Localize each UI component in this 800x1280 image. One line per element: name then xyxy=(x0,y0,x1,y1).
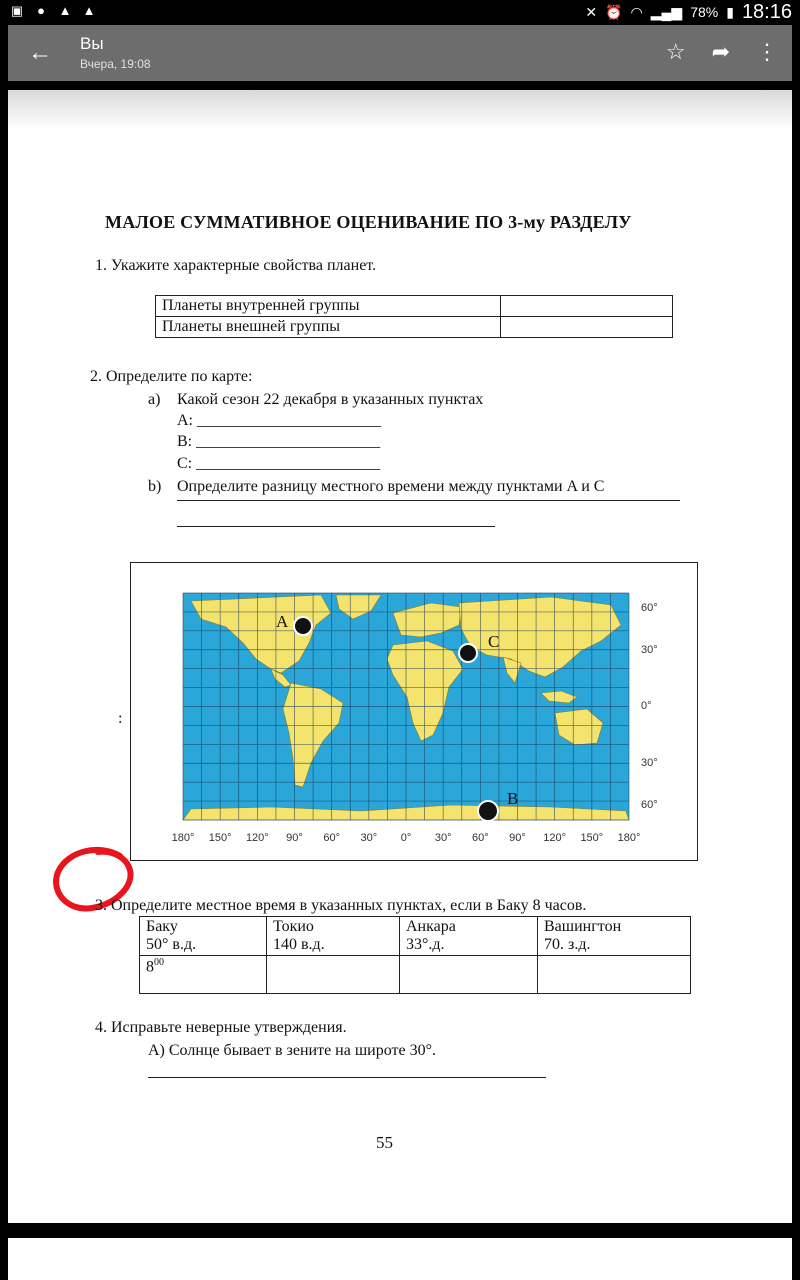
city-name: Вашингтон xyxy=(544,918,622,935)
star-icon[interactable]: ☆ xyxy=(665,39,686,64)
table-cell xyxy=(267,956,400,994)
lon-label: 0° xyxy=(400,832,412,844)
lon-label: 90° xyxy=(286,832,303,844)
table-cell: Планеты внешней группы xyxy=(156,317,501,338)
share-icon[interactable]: ➦ xyxy=(711,39,730,64)
status-bar xyxy=(0,0,800,24)
back-arrow-icon[interactable]: ← xyxy=(28,39,52,66)
notification-icon: ● xyxy=(37,3,45,18)
question-2a-label: a) xyxy=(148,391,161,408)
time-table xyxy=(139,916,691,994)
point-b-marker xyxy=(478,801,498,821)
next-document-page xyxy=(8,1238,792,1280)
page-number: 55 xyxy=(376,1133,393,1152)
answer-line-c: C: _______________________ xyxy=(177,455,381,472)
page-title: МАЛОЕ СУММАТИВНОЕ ОЦЕНИВАНИЕ ПО 3-му РАЗДЕЛУ xyxy=(105,212,632,232)
table-cell xyxy=(267,917,400,956)
lat-label: 60° xyxy=(641,602,658,614)
lon-label: 30° xyxy=(360,832,378,844)
lon-label: 60° xyxy=(472,832,489,844)
point-b-label: B xyxy=(507,789,519,808)
world-map xyxy=(131,563,697,860)
point-a-label: A xyxy=(276,612,289,631)
answer-line xyxy=(177,500,680,501)
lat-label: 60° xyxy=(641,799,658,811)
question-4a: А) Солнце бывает в зените на широте 30°. xyxy=(148,1042,437,1059)
more-icon[interactable]: ⋮ xyxy=(756,39,778,64)
table-cell xyxy=(538,917,691,956)
lat-label: 0° xyxy=(641,700,652,712)
latitude-labels xyxy=(641,602,658,811)
question-2b: Определите разницу местного времени между пунктами A и C xyxy=(177,478,605,495)
city-name: Анкара xyxy=(406,918,456,935)
local-time-minutes: 00 xyxy=(154,957,164,968)
lon-label: 30° xyxy=(434,832,452,844)
table-cell xyxy=(140,917,267,956)
lon-label: 150° xyxy=(208,832,232,844)
table-row xyxy=(156,317,673,338)
alarm-icon: ⏰ xyxy=(605,3,623,20)
answer-line-b: B: _______________________ xyxy=(177,433,381,450)
question-3: 3. Определите местное время в указанных пунктах, если в Баку 8 часов. xyxy=(95,897,587,914)
local-time: 8 xyxy=(146,958,154,976)
table-cell xyxy=(400,917,538,956)
table-row xyxy=(156,296,673,317)
lat-label: 30° xyxy=(641,757,658,769)
table-cell xyxy=(140,956,267,994)
city-longitude: 140 в.д. xyxy=(273,936,325,953)
notification-icon: ▣ xyxy=(10,3,24,18)
warning-icon: ▲ xyxy=(58,3,72,18)
lat-label: 30° xyxy=(641,644,658,656)
lon-label: 60° xyxy=(323,832,340,844)
app-toolbar xyxy=(8,25,792,81)
question-2: 2. Определите по карте: xyxy=(90,368,253,385)
question-2a: Какой сезон 22 декабря в указанных пунктах xyxy=(177,391,484,408)
city-longitude: 50° в.д. xyxy=(146,936,197,953)
clock: 18:16 xyxy=(741,0,792,23)
question-2b-label: b) xyxy=(148,478,162,495)
point-c-label: C xyxy=(488,632,500,651)
table-row xyxy=(140,956,691,994)
sent-time: Вчера, 19:08 xyxy=(80,57,151,71)
city-name: Токио xyxy=(273,918,314,935)
battery-icon: ▮ xyxy=(726,3,734,20)
lon-label: 180° xyxy=(617,832,641,844)
point-c-marker xyxy=(459,644,477,662)
lon-label: 150° xyxy=(580,832,604,844)
signal-icon: ▂▄▆ xyxy=(650,3,683,20)
point-a-marker xyxy=(294,617,312,635)
wifi-icon: ◠ xyxy=(630,3,643,20)
answer-line xyxy=(148,1077,546,1078)
lon-label: 120° xyxy=(543,832,567,844)
lon-label: 120° xyxy=(245,832,269,844)
answer-line xyxy=(177,526,495,527)
table-cell: Планеты внутренней группы xyxy=(156,296,501,317)
table-cell xyxy=(538,956,691,994)
answer-line-a: A: _______________________ xyxy=(177,412,381,429)
mute-icon: ✕ xyxy=(585,3,598,20)
sender-name: Вы xyxy=(80,34,104,53)
question-4: 4. Исправьте неверные утверждения. xyxy=(95,1019,347,1036)
warning-icon: ▲ xyxy=(82,3,96,18)
city-name: Баку xyxy=(146,918,178,935)
battery-level: 78% xyxy=(690,4,719,20)
lon-label: 180° xyxy=(171,832,195,844)
document-page xyxy=(8,90,792,1223)
planets-table xyxy=(155,295,673,338)
lon-label: 90° xyxy=(509,832,526,844)
city-longitude: 33°.д. xyxy=(406,936,445,953)
city-longitude: 70. з.д. xyxy=(544,936,591,953)
longitude-labels xyxy=(172,832,641,844)
table-cell xyxy=(501,317,673,338)
colon-mark: : xyxy=(118,710,123,727)
table-row xyxy=(140,917,691,956)
table-cell xyxy=(501,296,673,317)
table-cell xyxy=(400,956,538,994)
world-map-frame xyxy=(130,562,698,861)
question-1: 1. Укажите характерные свойства планет. xyxy=(95,257,377,274)
